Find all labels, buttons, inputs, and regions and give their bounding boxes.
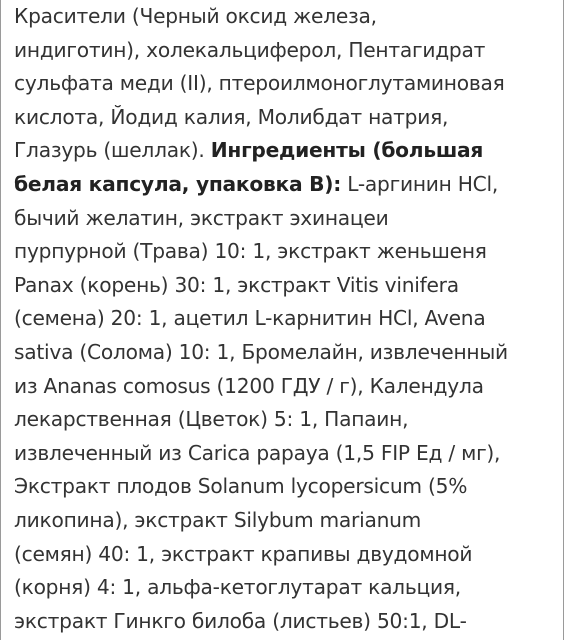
text-segment: извлеченный из Carica papaya (1,5 FIP Ед / мг), [14, 440, 501, 465]
text-segment: лекарственная (Цветок) 5: 1, Папаин, [14, 407, 409, 432]
text-segment: пурпурной (Трава) 10: 1, экстракт женьшеня [14, 239, 487, 264]
text-line [14, 168, 559, 202]
text-line [14, 302, 559, 336]
text-segment: Красители (Черный оксид железа, [14, 4, 377, 28]
ingredients-text [14, 0, 559, 638]
text-segment: экстракт Гинкго билоба (листьев) 50:1, DL- [14, 608, 467, 633]
text-segment: sativa (Солома) 10: 1, Бромелайн, извлеченный [14, 339, 508, 364]
text-segment: ликопина), экстракт Silybum marianum [14, 507, 422, 532]
text-line [14, 0, 559, 34]
text-line [14, 336, 559, 370]
text-line [14, 202, 559, 236]
text-line [14, 101, 559, 135]
text-segment: L-аргинин HCl, [341, 171, 499, 196]
text-segment: индиготин), холекальциферол, Пентагидрат [14, 37, 486, 62]
bold-text-segment: белая капсула, упаковка B): [14, 171, 342, 196]
text-line [14, 370, 559, 404]
text-line [14, 538, 559, 572]
text-segment: сульфата меди (II), птероилмоноглутаминовая [14, 71, 505, 96]
text-line [14, 134, 559, 168]
text-segment: из Ananas comosus (1200 ГДУ / г), Календула [14, 373, 484, 398]
text-segment: кислота, Йодид калия, Молибдат натрия, [14, 104, 449, 129]
text-line [14, 470, 559, 504]
text-line [14, 571, 559, 605]
text-line [14, 504, 559, 538]
text-line [14, 269, 559, 303]
bold-text-segment: Ингредиенты (большая [210, 138, 484, 163]
text-segment: (семян) 40: 1, экстракт крапивы двудомной [14, 541, 473, 566]
text-line [14, 67, 559, 101]
text-line [14, 437, 559, 471]
text-segment: бычий желатин, экстракт эхинацеи [14, 205, 389, 230]
text-segment: Panax (корень) 30: 1, экстракт Vitis vinifera [14, 272, 459, 297]
text-segment: Экстракт плодов Solanum lycopersicum (5% [14, 474, 468, 499]
text-segment: (семена) 20: 1, ацетил L-карнитин HCl, Avena [14, 306, 486, 331]
text-segment: Глазурь (шеллак). [14, 138, 211, 163]
text-line [14, 34, 559, 68]
text-segment: (корня) 4: 1, альфа-кетоглутарат кальция, [14, 575, 461, 600]
text-line [14, 403, 559, 437]
text-line [14, 605, 559, 639]
text-line [14, 235, 559, 269]
